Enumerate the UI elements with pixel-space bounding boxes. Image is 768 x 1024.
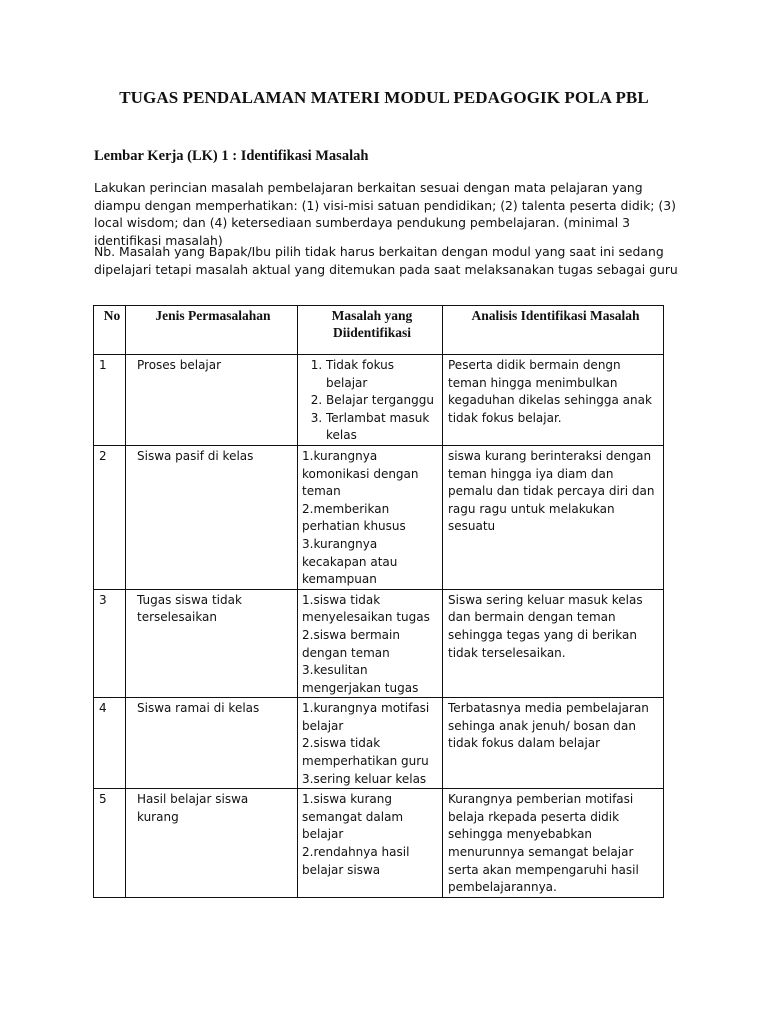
row-no: 1 [94, 355, 126, 446]
list-item: 2.siswa bermain dengan teman [302, 627, 400, 660]
worksheet-subtitle: Lembar Kerja (LK) 1 : Identifikasi Masalah [94, 148, 369, 164]
document-title: TUGAS PENDALAMAN MATERI MODUL PEDAGOGIK POLA PBL [119, 88, 649, 107]
row-analisis: Peserta didik bermain dengn teman hingga menimbulkan kegaduhan dikelas sehingga anak tidak fokus belajar. [443, 355, 664, 446]
table-row [94, 698, 664, 789]
table-header-row [94, 306, 664, 355]
row-analisis: Terbatasnya media pembelajaran sehinga anak jenuh/ bosan dan tidak fokus dalam belajar [443, 698, 664, 789]
row-masalah [298, 589, 443, 698]
row-jenis: Proses belajar [126, 355, 298, 446]
table-row [94, 589, 664, 698]
header-analisis: Analisis Identifikasi Masalah [443, 306, 664, 355]
row-no: 3 [94, 589, 126, 698]
list-item: 3.sering keluar kelas [302, 771, 427, 786]
list-item: 2.siswa tidak memperhatikan guru [302, 736, 429, 769]
row-no: 2 [94, 445, 126, 589]
list-item: 1.siswa kurang semangat dalam belajar [302, 792, 404, 842]
row-masalah [298, 355, 443, 446]
row-jenis: Siswa pasif di kelas [126, 445, 298, 589]
list-item: 3.kurangnya kecakapan atau kemampuan [302, 536, 398, 587]
instruction-paragraph: Lakukan perincian masalah pembelajaran berkaitan sesuai dengan mata pelajaran yang diampu dengan memperhatikan: (1) visi-misi satuan pendidikan; (2) talenta peserta didik; (3) local wisdom; dan (4) ketersediaan sumberdaya pendukung pembelajaran. (minimal 3 identifikasi masalah) [94, 180, 676, 248]
list-item: 1. Tidak fokus belajar [326, 357, 438, 392]
row-analisis: siswa kurang berinteraksi dengan teman hingga iya diam dan pemalu dan tidak percaya diri dan ragu ragu untuk melakukan sesuatu [443, 445, 664, 589]
problem-identification-table [93, 305, 664, 898]
row-jenis: Siswa ramai di kelas [126, 698, 298, 789]
row-jenis: Hasil belajar siswa kurang [126, 789, 298, 898]
table-row [94, 445, 664, 589]
table-row [94, 789, 664, 898]
masalah-list [302, 357, 438, 445]
row-no: 5 [94, 789, 126, 898]
row-masalah [298, 698, 443, 789]
table-row [94, 355, 664, 446]
list-item: 1.siswa tidak menyelesaikan tugas [302, 592, 430, 625]
row-no: 4 [94, 698, 126, 789]
header-no: No [94, 306, 126, 355]
row-analisis: Kurangnya pemberian motifasi belaja rkepada peserta didik sehingga menyebabkan menurunnya semangat belajar serta akan mempengaruhi hasil pembelajarannya. [443, 789, 664, 898]
list-item: 1.kurangnya komonikasi dengan teman [302, 448, 419, 499]
list-item: 1.kurangnya motifasi belajar [302, 701, 430, 733]
list-item: 3.kesulitan mengerjakan tugas [302, 663, 419, 695]
header-jenis: Jenis Permasalahan [126, 306, 298, 355]
row-masalah [298, 789, 443, 898]
note-paragraph: Nb. Masalah yang Bapak/Ibu pilih tidak harus berkaitan dengan modul yang saat ini sedang dipelajari tetapi masalah aktual yang ditemukan pada saat melaksanakan tugas sebagai guru [94, 244, 678, 277]
list-item: 3. Terlambat masuk kelas [326, 410, 438, 445]
row-jenis: Tugas siswa tidak terselesaikan [126, 589, 298, 698]
row-masalah [298, 445, 443, 589]
list-item: 2. Belajar terganggu [326, 392, 438, 410]
list-item: 2.memberikan perhatian khusus [302, 501, 406, 534]
list-item: 2.rendahnya hasil belajar siswa [302, 845, 410, 877]
row-analisis: Siswa sering keluar masuk kelas dan bermain dengan teman sehingga tegas yang di berikan tidak terselesaikan. [443, 589, 664, 698]
header-masalah: Masalah yang Diidentifikasi [298, 306, 443, 355]
